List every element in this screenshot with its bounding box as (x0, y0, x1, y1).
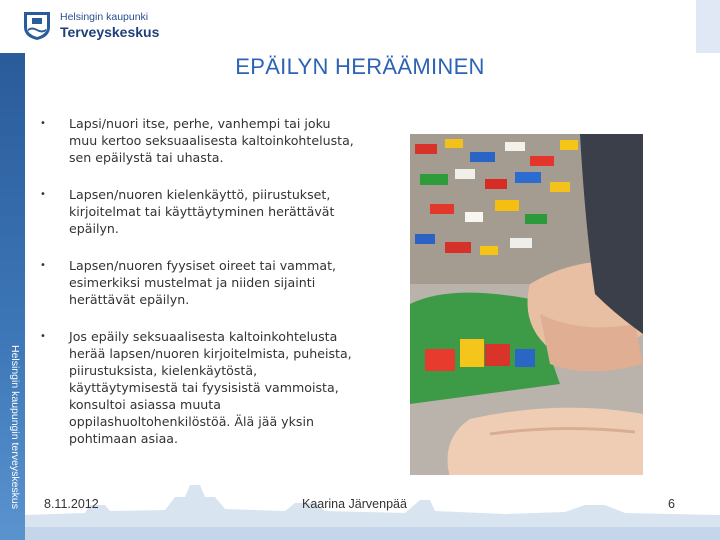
helsinki-crest-icon (22, 9, 52, 41)
bullet-text: Lapsen/nuoren kielenkäyttö, piirustukset, kirjoitelmat tai käyttäytyminen herättävät epäilyn. (69, 187, 335, 236)
page-number: 6 (668, 497, 675, 511)
bullet-symbol: • (40, 189, 46, 200)
lego-photo (410, 134, 643, 478)
corner-decoration (696, 0, 720, 53)
bullet-symbol: • (40, 331, 46, 342)
side-vertical-text: Helsingin kaupungin terveyskeskus (9, 345, 21, 510)
header-logo (22, 9, 162, 43)
bullet-text: Lapsen/nuoren fyysiset oireet tai vammat, esimerkiksi mustelmat ja niiden sijainti herättävät epäilyn. (69, 258, 337, 307)
bullet-item (40, 115, 360, 166)
footer-author: Kaarina Järvenpää (302, 497, 407, 511)
bullet-text: Jos epäily seksuaalisesta kaltoinkohtelusta herää lapsen/nuoren kirjoitelmista, puheista, piirustuksista, kielenkäytöstä, käyttäytymisestä tai fyysisistä vammoista, konsultoi asiassa muuta oppilashuoltohenkilöstöä. Älä jää yksin pohtimaan asiaa. (69, 329, 352, 446)
org-name: Helsingin kaupunki (60, 11, 149, 23)
bullet-item (40, 257, 360, 308)
footer-date: 8.11.2012 (44, 497, 99, 511)
slide-title: EPÄILYN HERÄÄMINEN (235, 54, 485, 79)
org-unit: Terveyskeskus (60, 24, 160, 40)
bullet-symbol: • (40, 118, 46, 129)
bullet-item (40, 328, 360, 447)
bullet-item (40, 186, 360, 237)
bullet-list (40, 115, 360, 467)
bullet-text: Lapsi/nuori itse, perhe, vanhempi tai joku muu kertoo seksuaalisesta kaltoinkohtelusta, sen epäilystä tai uhasta. (69, 116, 354, 165)
bullet-symbol: • (40, 260, 46, 271)
